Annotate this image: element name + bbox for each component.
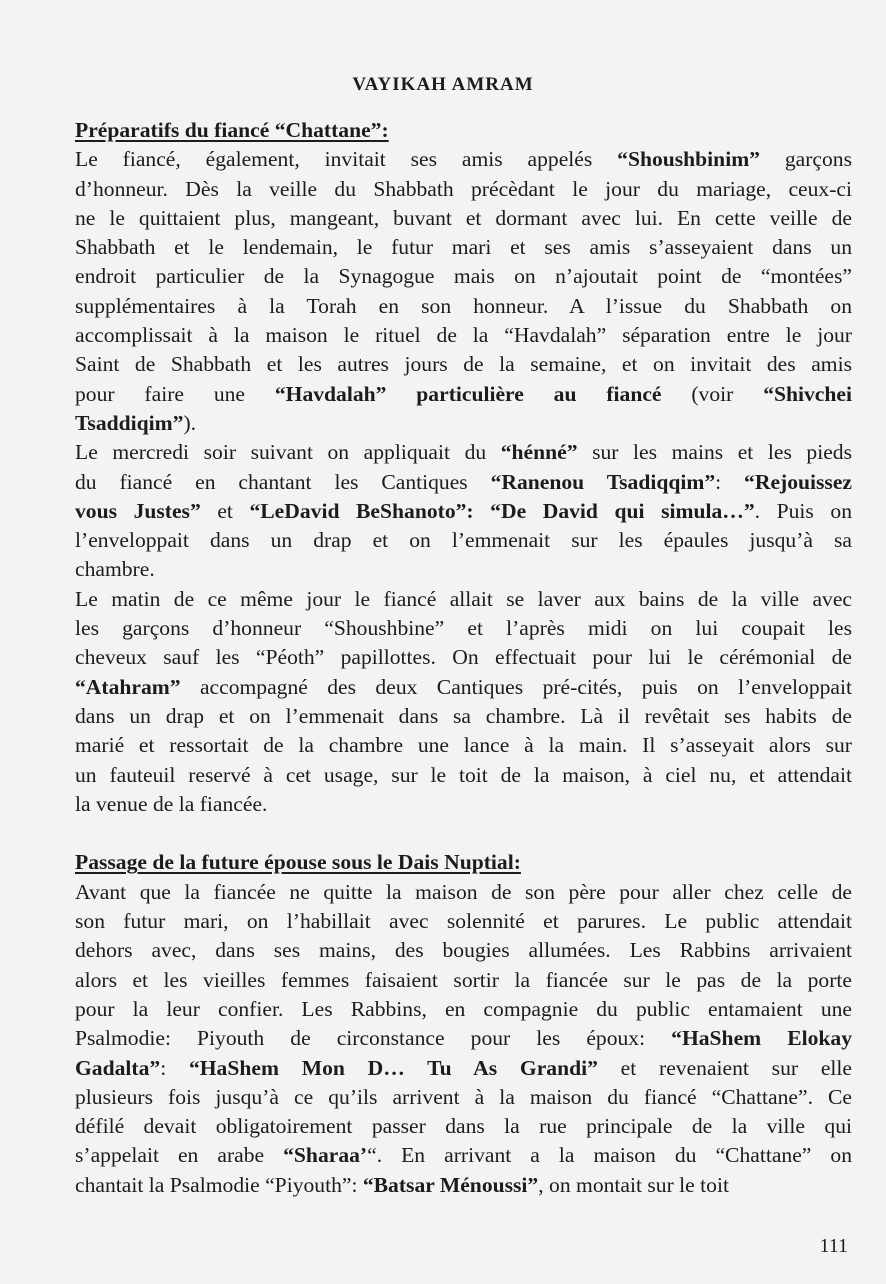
text-line xyxy=(75,907,852,936)
text-line xyxy=(75,643,852,672)
text-run: Saint de Shabbath et les autres jours de la semaine, et on invitait des amis xyxy=(75,352,852,377)
bold-term: “Batsar Ménoussi” xyxy=(362,1172,539,1197)
text-run: chambre. xyxy=(75,557,155,582)
section-heading-fiance: Préparatifs du fiancé “Chattane”: xyxy=(75,118,389,142)
text-run: endroit particulier de la Synagogue mais on n’ajoutait point de “montées” xyxy=(75,264,852,289)
text-line xyxy=(75,292,852,321)
text-run: accompagné des deux Cantiques pré-cités, puis on l’enveloppait xyxy=(180,674,852,699)
text-run: ). xyxy=(183,410,197,435)
text-run: défilé devait obligatoirement passer dans la rue principale de la ville qui xyxy=(75,1114,852,1139)
text-run: s’appelait en arabe xyxy=(75,1143,284,1168)
bold-term: vous Justes” xyxy=(75,498,201,523)
text-line xyxy=(75,555,852,584)
bold-term: “hénné” xyxy=(500,440,578,465)
bold-term: “HaShem Elokay xyxy=(671,1026,852,1051)
text-run: (voir xyxy=(661,381,764,406)
text-run: . Puis on xyxy=(754,498,852,523)
bold-term: “Havdalah” particulière au fiancé xyxy=(274,381,662,406)
bold-term: “Ranenou Tsadiqqim” xyxy=(490,469,716,494)
text-line xyxy=(75,526,852,555)
text-run: Shabbath et le lendemain, le futur mari et ses amis s’asseyaient dans un xyxy=(75,235,852,260)
text-run: : xyxy=(160,1055,189,1080)
text-run: cheveux sauf les “Péoth” papillottes. On effectuait pour lui le cérémonial de xyxy=(75,645,852,670)
text-line xyxy=(75,1171,852,1200)
text-run: supplémentaires à la Torah en son honneur. A l’issue du Shabbath on xyxy=(75,293,852,318)
text-run: du fiancé en chantant les Cantiques xyxy=(75,469,491,494)
bold-term: “Rejouissez xyxy=(744,469,852,494)
text-line xyxy=(75,468,852,497)
text-run: d’honneur. Dès la veille du Shabbath précèdant le jour du mariage, ceux-ci xyxy=(75,176,852,201)
bold-term: Tsaddiqim” xyxy=(75,410,184,435)
text-line xyxy=(75,1112,852,1141)
text-run: la venue de la fiancée. xyxy=(75,791,268,816)
text-run: l’enveloppait dans un drap et on l’emmenait sur les épaules jusqu’à sa xyxy=(75,528,852,553)
text-line xyxy=(75,673,852,702)
text-line xyxy=(75,204,852,233)
text-run: , on montait sur le toit xyxy=(538,1172,729,1197)
text-run: Avant que la fiancée ne quitte la maison de son père pour aller chez celle de xyxy=(75,879,852,904)
text-run: son futur mari, on l’habillait avec solennité et parures. Le public attendait xyxy=(75,909,852,934)
text-run: plusieurs fois jusqu’à ce qu’ils arrivent à la maison du fiancé “Chattane”. Ce xyxy=(75,1084,852,1109)
text-line xyxy=(75,497,852,526)
section-paragraphs-passage xyxy=(75,878,852,1200)
text-run: dans un drap et on l’emmenait dans sa chambre. Là il revêtait ses habits de xyxy=(75,703,852,728)
text-run: Le fiancé, également, invitait ses amis appelés xyxy=(75,147,618,172)
text-line xyxy=(75,702,852,731)
text-run: un fauteuil reservé à cet usage, sur le toit de la maison, à ciel nu, et attendait xyxy=(75,762,852,787)
text-line xyxy=(75,1083,852,1112)
bold-term: “Shoushbinim” xyxy=(617,147,760,172)
body-text xyxy=(75,116,852,1200)
bold-term: “Sharaa’ xyxy=(283,1143,368,1168)
text-run: les garçons d’honneur “Shoushbine” et l’après midi on lui coupait les xyxy=(75,616,852,641)
text-line xyxy=(75,614,852,643)
text-run: et revenaient sur elle xyxy=(597,1055,853,1080)
text-run: pour faire une xyxy=(75,381,275,406)
text-line xyxy=(75,995,852,1024)
bold-term: “LeDavid BeShanoto”: “De David qui simula…” xyxy=(249,498,755,523)
text-run: Psalmodie: Piyouth de circonstance pour les époux: xyxy=(75,1026,672,1051)
section-paragraphs-fiance xyxy=(75,145,852,819)
text-line xyxy=(75,1141,852,1170)
text-line xyxy=(75,936,852,965)
bold-term: “Atahram” xyxy=(75,674,181,699)
bold-term: Gadalta” xyxy=(75,1055,161,1080)
text-line xyxy=(75,966,852,995)
text-line xyxy=(75,350,852,379)
text-line xyxy=(75,175,852,204)
section-heading-passage: Passage de la future épouse sous le Dais Nuptial: xyxy=(75,850,521,875)
page-number: 111 xyxy=(819,1235,848,1257)
bold-term: “Shivchei xyxy=(763,381,852,406)
text-line xyxy=(75,1024,852,1053)
text-line xyxy=(75,1054,852,1083)
text-line xyxy=(75,790,852,819)
text-run: sur les mains et les pieds xyxy=(577,440,852,465)
text-run: pour la leur confier. Les Rabbins, en compagnie du public entamaient une xyxy=(75,996,852,1021)
text-run: Le mercredi soir suivant on appliquait du xyxy=(75,440,501,465)
text-run: alors et les vieilles femmes faisaient sortir la fiancée sur le pas de la porte xyxy=(75,967,852,992)
text-line xyxy=(75,262,852,291)
section-gap xyxy=(75,819,852,848)
bold-term: “HaShem Mon D… Tu As Grandi” xyxy=(188,1055,598,1080)
text-run: garçons xyxy=(759,147,852,172)
text-line xyxy=(75,321,852,350)
text-run: “. En arrivant a la maison du “Chattane” on xyxy=(367,1143,853,1168)
text-line xyxy=(75,145,852,174)
text-run: Le matin de ce même jour le fiancé allait se laver aux bains de la ville avec xyxy=(75,586,852,611)
text-line xyxy=(75,380,852,409)
text-run: ne le quittaient plus, mangeant, buvant et dormant avec lui. En cette veille de xyxy=(75,205,852,230)
text-line xyxy=(75,438,852,467)
running-head: VAYIKAH AMRAM xyxy=(352,74,534,95)
text-line xyxy=(75,731,852,760)
text-run: dehors avec, dans ses mains, des bougies allumées. Les Rabbins arrivaient xyxy=(75,938,852,963)
text-line xyxy=(75,585,852,614)
text-line xyxy=(75,761,852,790)
text-run: : xyxy=(715,469,745,494)
text-run: marié et ressortait de la chambre une lance à la main. Il s’asseyait alors sur xyxy=(75,733,852,758)
text-line xyxy=(75,409,852,438)
text-run: accomplissait à la maison le rituel de la “Havdalah” séparation entre le jour xyxy=(75,323,852,348)
text-run: chantait la Psalmodie “Piyouth”: xyxy=(75,1172,363,1197)
text-line xyxy=(75,878,852,907)
text-line xyxy=(75,233,852,262)
text-run: et xyxy=(200,498,250,523)
